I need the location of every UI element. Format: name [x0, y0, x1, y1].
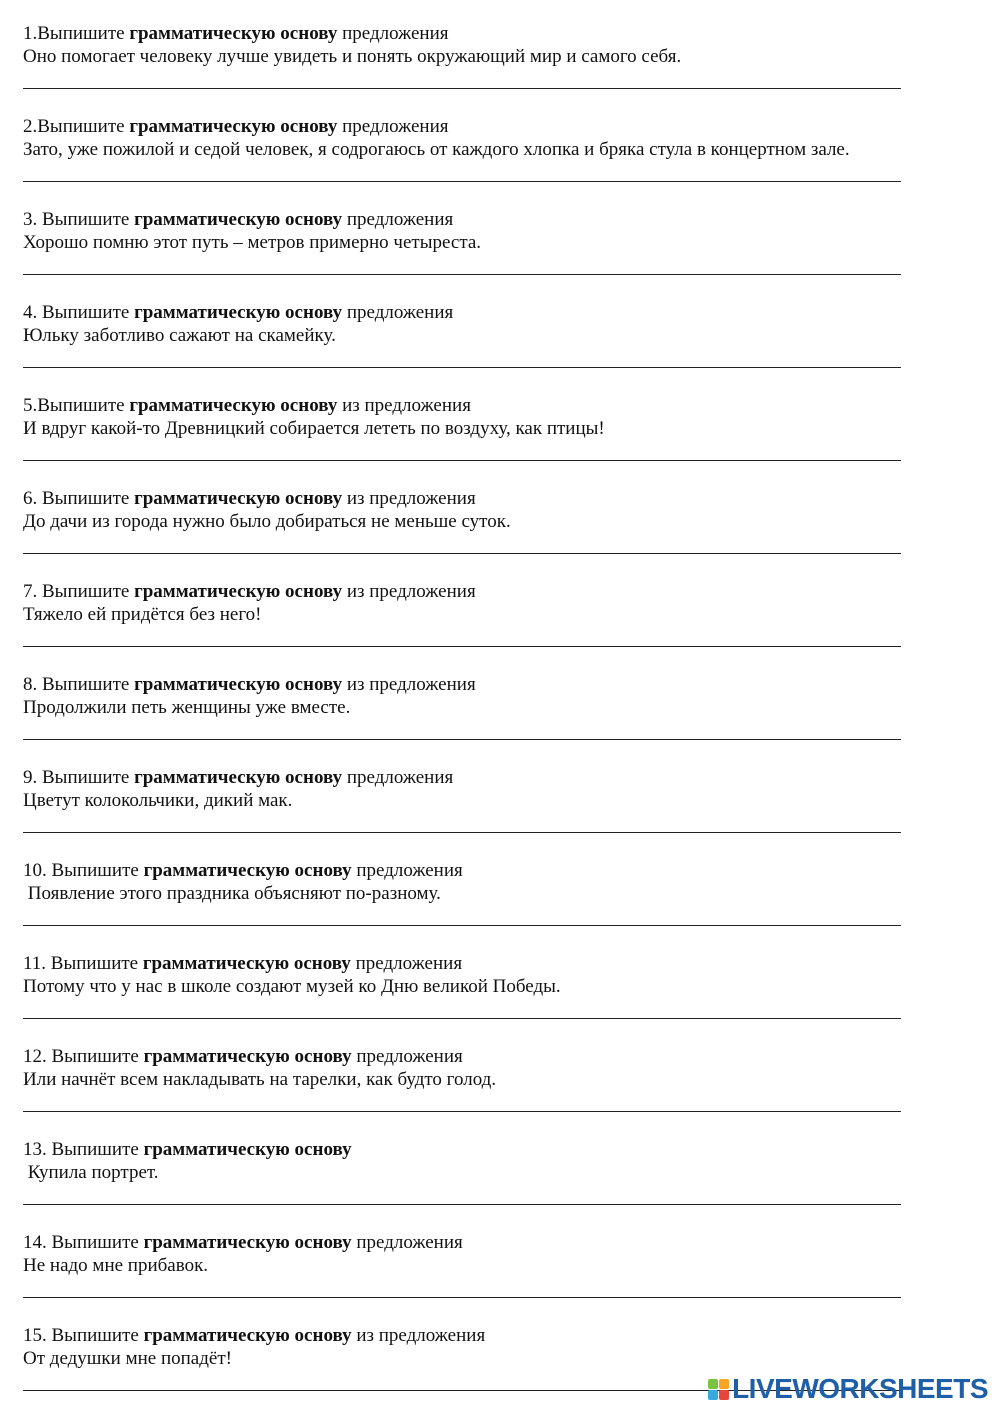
task-prompt — [23, 1138, 903, 1161]
task-number: 15. — [23, 1325, 52, 1346]
task-prompt — [23, 301, 903, 324]
task-instruction-bold: грамматическую основу — [143, 1139, 352, 1160]
task-instruction-tail: предложения — [351, 1046, 463, 1067]
task-item — [23, 1045, 903, 1138]
task-instruction-tail: предложения — [337, 116, 449, 137]
answer-line[interactable] — [23, 553, 901, 554]
task-instruction-tail: предложения — [342, 209, 454, 230]
task-instruction: Выпишите — [37, 23, 130, 44]
answer-line[interactable] — [23, 181, 901, 182]
task-prompt — [23, 952, 903, 975]
task-instruction-tail: из предложения — [337, 395, 471, 416]
task-item — [23, 115, 903, 208]
task-number: 9. — [23, 767, 42, 788]
task-instruction-bold: грамматическую основу — [134, 674, 343, 695]
task-prompt — [23, 487, 903, 510]
task-instruction: Выпишите — [37, 395, 130, 416]
answer-line[interactable] — [23, 1018, 901, 1019]
task-instruction-bold: грамматическую основу — [134, 302, 343, 323]
task-item — [23, 301, 903, 394]
answer-line[interactable] — [23, 739, 901, 740]
task-instruction-tail: из предложения — [342, 581, 476, 602]
task-item — [23, 952, 903, 1045]
task-instruction: Выпишите — [42, 209, 135, 230]
answer-line[interactable] — [23, 274, 901, 275]
answer-line[interactable] — [23, 832, 901, 833]
task-instruction: Выпишите — [42, 581, 135, 602]
task-instruction-bold: грамматическую основу — [129, 116, 338, 137]
task-prompt — [23, 22, 903, 45]
task-item — [23, 394, 903, 487]
task-instruction-bold: грамматическую основу — [143, 860, 352, 881]
liveworksheets-logo-icon — [708, 1379, 729, 1400]
task-instruction: Выпишите — [51, 1325, 144, 1346]
task-instruction-tail: предложения — [342, 767, 454, 788]
task-sentence: Оно помогает человеку лучше увидеть и понять окружающий мир и самого себя. — [23, 46, 682, 67]
task-instruction-bold: грамматическую основу — [134, 581, 343, 602]
worksheet-tasks — [23, 22, 903, 1417]
answer-line[interactable] — [23, 1204, 901, 1205]
task-instruction: Выпишите — [51, 1139, 144, 1160]
answer-line[interactable] — [23, 88, 901, 89]
task-item — [23, 22, 903, 115]
task-instruction: Выпишите — [51, 1232, 144, 1253]
task-number: 13. — [23, 1139, 52, 1160]
task-prompt — [23, 1231, 903, 1254]
task-sentence: Потому что у нас в школе создают музей ко Дню великой Победы. — [23, 976, 561, 997]
task-sentence: Тяжело ей придётся без него! — [23, 604, 262, 625]
task-instruction-bold: грамматическую основу — [143, 1325, 352, 1346]
task-item — [23, 1231, 903, 1324]
answer-line[interactable] — [23, 460, 901, 461]
task-instruction-bold: грамматическую основу — [134, 767, 343, 788]
task-instruction-bold: грамматическую основу — [129, 395, 338, 416]
task-number: 14. — [23, 1232, 52, 1253]
task-prompt — [23, 1324, 903, 1347]
task-sentence: И вдруг какой-то Древницкий собирается лететь по воздуху, как птицы! — [23, 418, 605, 439]
task-prompt — [23, 394, 903, 417]
task-instruction-tail: предложения — [342, 302, 454, 323]
task-number: 8. — [23, 674, 42, 695]
task-sentence: Зато, уже пожилой и седой человек, я содрогаюсь от каждого хлопка и бряка стула в концертном зале. — [23, 139, 850, 160]
task-instruction-tail: предложения — [351, 1232, 463, 1253]
task-sentence: Цветут колокольчики, дикий мак. — [23, 790, 293, 811]
task-number: 2. — [23, 116, 38, 137]
task-sentence: От дедушки мне попадёт! — [23, 1348, 232, 1369]
task-instruction-tail: предложения — [337, 23, 449, 44]
task-prompt — [23, 208, 903, 231]
task-prompt — [23, 115, 903, 138]
watermark-text: LIVEWORKSHEETS — [732, 1373, 988, 1404]
task-prompt — [23, 1045, 903, 1068]
task-instruction-tail: из предложения — [342, 488, 476, 509]
task-prompt — [23, 673, 903, 696]
task-instruction-tail: предложения — [351, 860, 463, 881]
task-instruction: Выпишите — [50, 953, 143, 974]
task-instruction-tail: предложения — [350, 953, 463, 974]
task-number: 1. — [23, 23, 38, 44]
task-number: 5. — [23, 395, 38, 416]
task-instruction-tail: из предложения — [351, 1325, 486, 1346]
answer-line[interactable] — [23, 925, 901, 926]
logo-square — [708, 1390, 718, 1400]
task-instruction: Выпишите — [42, 674, 135, 695]
task-prompt — [23, 766, 903, 789]
task-number: 7. — [23, 581, 42, 602]
task-sentence: Купила портрет. — [23, 1162, 159, 1183]
task-sentence: Хорошо помню этот путь – метров примерно четыреста. — [23, 232, 482, 253]
task-prompt — [23, 580, 903, 603]
task-instruction-bold: грамматическую основу — [134, 488, 343, 509]
logo-square — [708, 1379, 718, 1389]
task-instruction-bold: грамматическую основу — [142, 953, 351, 974]
task-item — [23, 487, 903, 580]
task-sentence: Юльку заботливо сажают на скамейку. — [23, 325, 336, 346]
task-item — [23, 766, 903, 859]
task-instruction: Выпишите — [42, 488, 135, 509]
task-number: 4. — [23, 302, 42, 323]
task-sentence: Продолжили петь женщины уже вместе. — [23, 697, 351, 718]
task-instruction: Выпишите — [42, 302, 135, 323]
task-instruction-tail: из предложения — [342, 674, 476, 695]
answer-line[interactable] — [23, 1111, 901, 1112]
task-sentence: Или начнёт всем накладывать на тарелки, как будто голод. — [23, 1069, 497, 1090]
answer-line[interactable] — [23, 646, 901, 647]
logo-square — [719, 1390, 729, 1400]
task-instruction-bold: грамматическую основу — [134, 209, 343, 230]
task-number: 3. — [23, 209, 42, 230]
task-sentence: Не надо мне прибавок. — [23, 1255, 209, 1276]
logo-square — [719, 1379, 729, 1389]
task-instruction-bold: грамматическую основу — [129, 23, 338, 44]
liveworksheets-watermark — [708, 1374, 988, 1404]
task-number: 11. — [23, 953, 51, 974]
task-instruction: Выпишите — [37, 116, 130, 137]
task-item — [23, 208, 903, 301]
task-instruction-bold: грамматическую основу — [143, 1046, 352, 1067]
task-item — [23, 859, 903, 952]
task-number: 6. — [23, 488, 42, 509]
task-instruction: Выпишите — [51, 860, 144, 881]
task-sentence: До дачи из города нужно было добираться не меньше суток. — [23, 511, 511, 532]
task-item — [23, 673, 903, 766]
task-instruction: Выпишите — [42, 767, 135, 788]
task-instruction-bold: грамматическую основу — [143, 1232, 352, 1253]
task-number: 10. — [23, 860, 52, 881]
task-item — [23, 1138, 903, 1231]
task-item — [23, 580, 903, 673]
answer-line[interactable] — [23, 1297, 901, 1298]
task-instruction: Выпишите — [51, 1046, 144, 1067]
task-prompt — [23, 859, 903, 882]
answer-line[interactable] — [23, 367, 901, 368]
task-number: 12. — [23, 1046, 52, 1067]
task-sentence: Появление этого праздника объясняют по-разному. — [23, 883, 441, 904]
